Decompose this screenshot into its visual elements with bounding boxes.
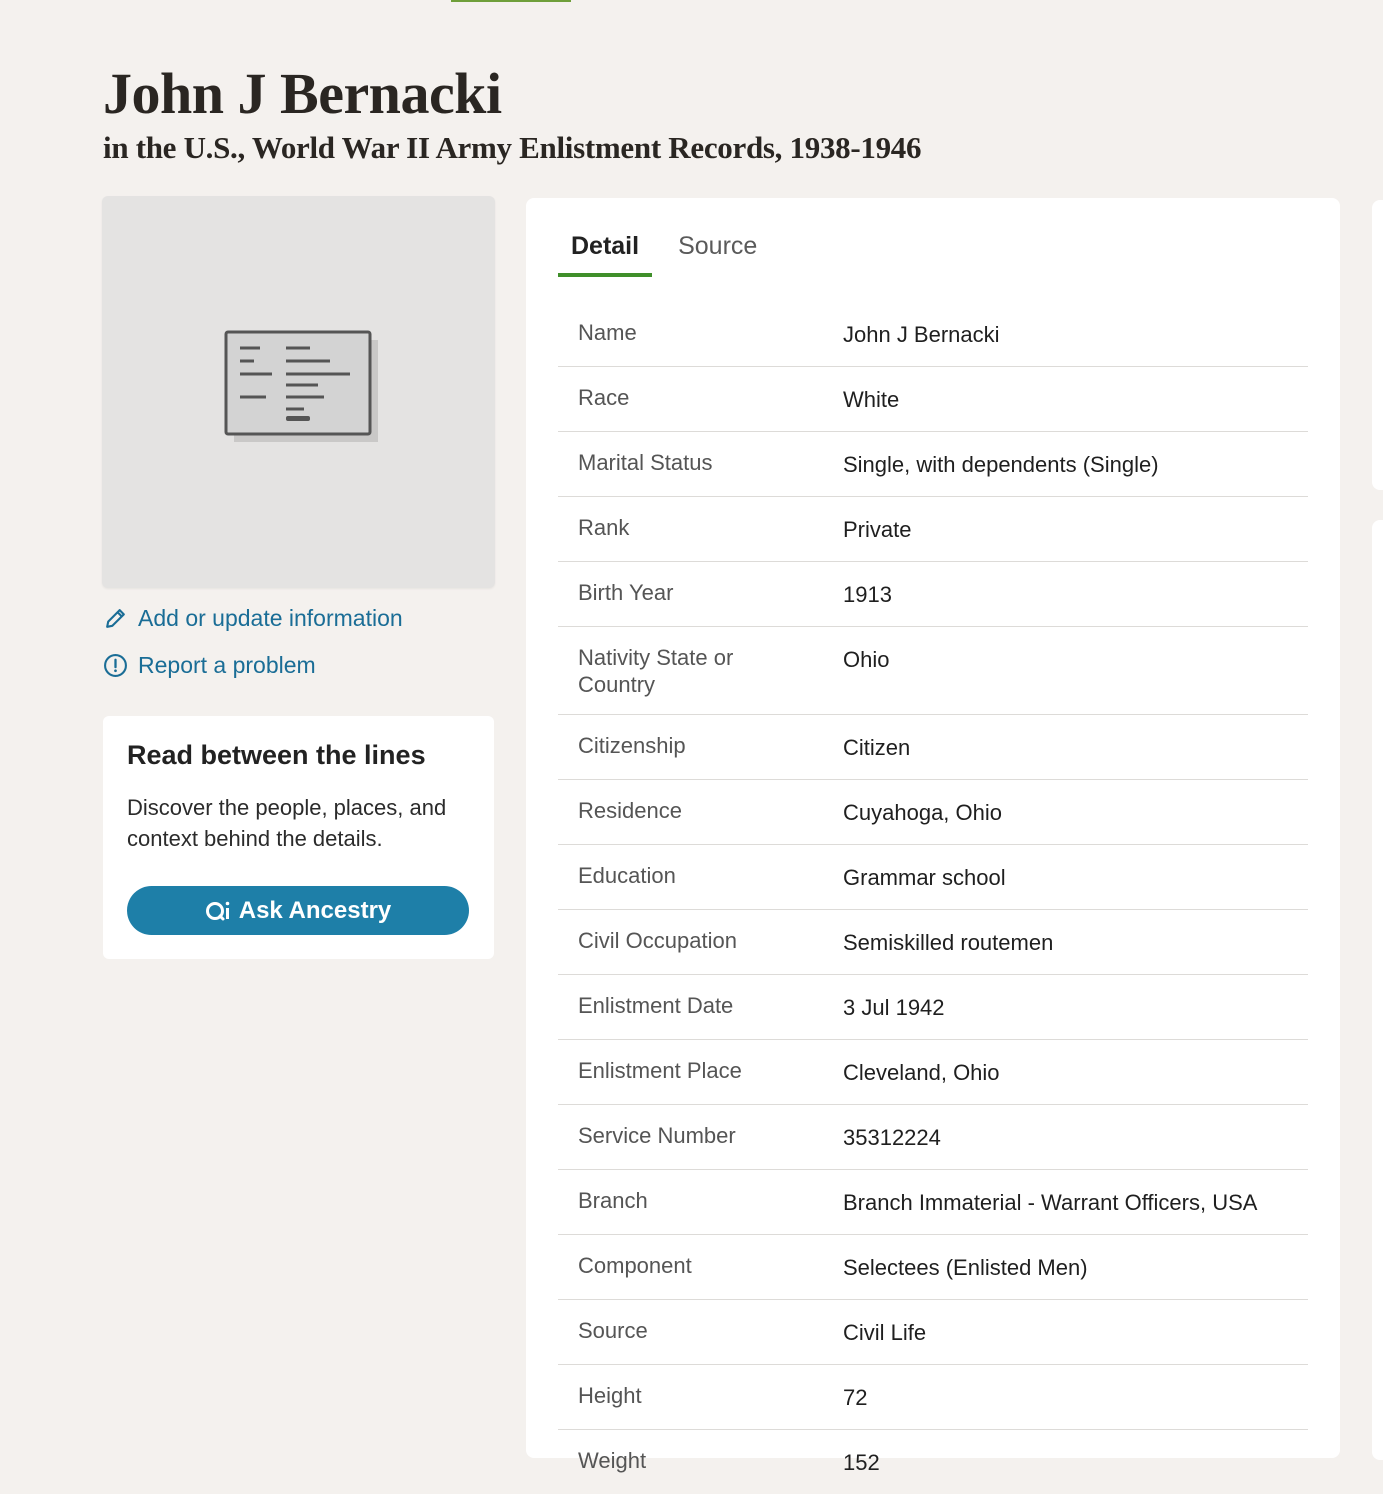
page-subtitle: in the U.S., World War II Army Enlistment Records, 1938-1946 (103, 130, 922, 165)
field-label: Nativity State or Country (578, 645, 734, 697)
record-detail-panel (526, 198, 1340, 1475)
field-value: Grammar school (843, 865, 1006, 890)
field-label: Component (578, 1253, 692, 1278)
field-row-branch (558, 1170, 1308, 1235)
record-fields-table (558, 302, 1308, 1494)
promo-title: Read between the lines (127, 740, 426, 770)
field-label: Residence (578, 798, 682, 823)
page-title: John J Bernacki (103, 61, 502, 126)
field-label: Enlistment Place (578, 1058, 742, 1083)
field-label: Height (578, 1383, 642, 1408)
field-value: Cleveland, Ohio (843, 1060, 1000, 1085)
field-row-nativity (558, 627, 1308, 715)
ask-ancestry-promo-card (103, 716, 494, 959)
field-row-citizenship (558, 715, 1308, 780)
report-problem-link[interactable] (103, 652, 316, 679)
field-value: Cuyahoga, Ohio (843, 800, 1002, 825)
record-card-icon (224, 330, 380, 444)
add-update-information-link[interactable] (103, 605, 403, 632)
pencil-icon (103, 606, 128, 631)
ask-ancestry-label: Ask Ancestry (238, 896, 392, 924)
field-value: Ohio (843, 647, 890, 672)
ai-icon (205, 900, 233, 922)
field-label: Branch (578, 1188, 648, 1213)
field-label: Name (578, 320, 637, 345)
tab-detail[interactable]: Detail (558, 228, 652, 277)
field-label: Birth Year (578, 580, 674, 605)
field-value: Single, with dependents (Single) (843, 452, 1159, 477)
field-label: Race (578, 385, 630, 410)
field-value: 35312224 (843, 1125, 941, 1150)
field-value: 152 (843, 1450, 880, 1475)
field-value: Selectees (Enlisted Men) (843, 1255, 1088, 1280)
record-tabs (558, 228, 776, 277)
report-problem-label: Report a problem (138, 652, 316, 678)
top-accent-bar (451, 0, 571, 2)
field-row-race (558, 367, 1308, 432)
field-value: John J Bernacki (843, 322, 1000, 347)
field-value: Private (843, 517, 912, 542)
field-label: Citizenship (578, 733, 686, 758)
field-value: 3 Jul 1942 (843, 995, 945, 1020)
field-row-education (558, 845, 1308, 910)
field-row-source (558, 1300, 1308, 1365)
field-value: Citizen (843, 735, 911, 760)
field-label: Civil Occupation (578, 928, 737, 953)
ask-ancestry-button[interactable] (127, 886, 469, 935)
field-value: Civil Life (843, 1320, 927, 1345)
field-row-weight (558, 1430, 1308, 1494)
field-row-name (558, 302, 1308, 367)
field-row-rank (558, 497, 1308, 562)
right-sidebar-card (1372, 200, 1383, 490)
field-row-civil-occupation (558, 910, 1308, 975)
field-label: Source (578, 1318, 648, 1343)
field-label: Weight (578, 1448, 647, 1473)
field-label: Rank (578, 515, 630, 540)
field-row-enlistment-date (558, 975, 1308, 1040)
right-sidebar-card (1372, 520, 1383, 1460)
add-update-information-label: Add or update information (138, 605, 403, 631)
field-row-service-number (558, 1105, 1308, 1170)
record-image-placeholder[interactable] (102, 196, 495, 588)
promo-text: Discover the people, places, and context behind the details. (127, 795, 447, 851)
field-label: Marital Status (578, 450, 713, 475)
field-label: Service Number (578, 1123, 736, 1148)
field-row-birth-year (558, 562, 1308, 627)
field-row-marital-status (558, 432, 1308, 497)
field-value: Semiskilled routemen (843, 930, 1054, 955)
field-label: Enlistment Date (578, 993, 734, 1018)
field-value: Branch Immaterial - Warrant Officers, USA (843, 1190, 1258, 1215)
field-value: 1913 (843, 582, 892, 607)
field-value: White (843, 387, 900, 412)
field-row-enlistment-place (558, 1040, 1308, 1105)
alert-circle-icon (103, 653, 128, 678)
field-row-component (558, 1235, 1308, 1300)
field-value: 72 (843, 1385, 868, 1410)
field-row-height (558, 1365, 1308, 1430)
field-row-residence (558, 780, 1308, 845)
field-label: Education (578, 863, 676, 888)
tab-source[interactable]: Source (678, 232, 758, 260)
